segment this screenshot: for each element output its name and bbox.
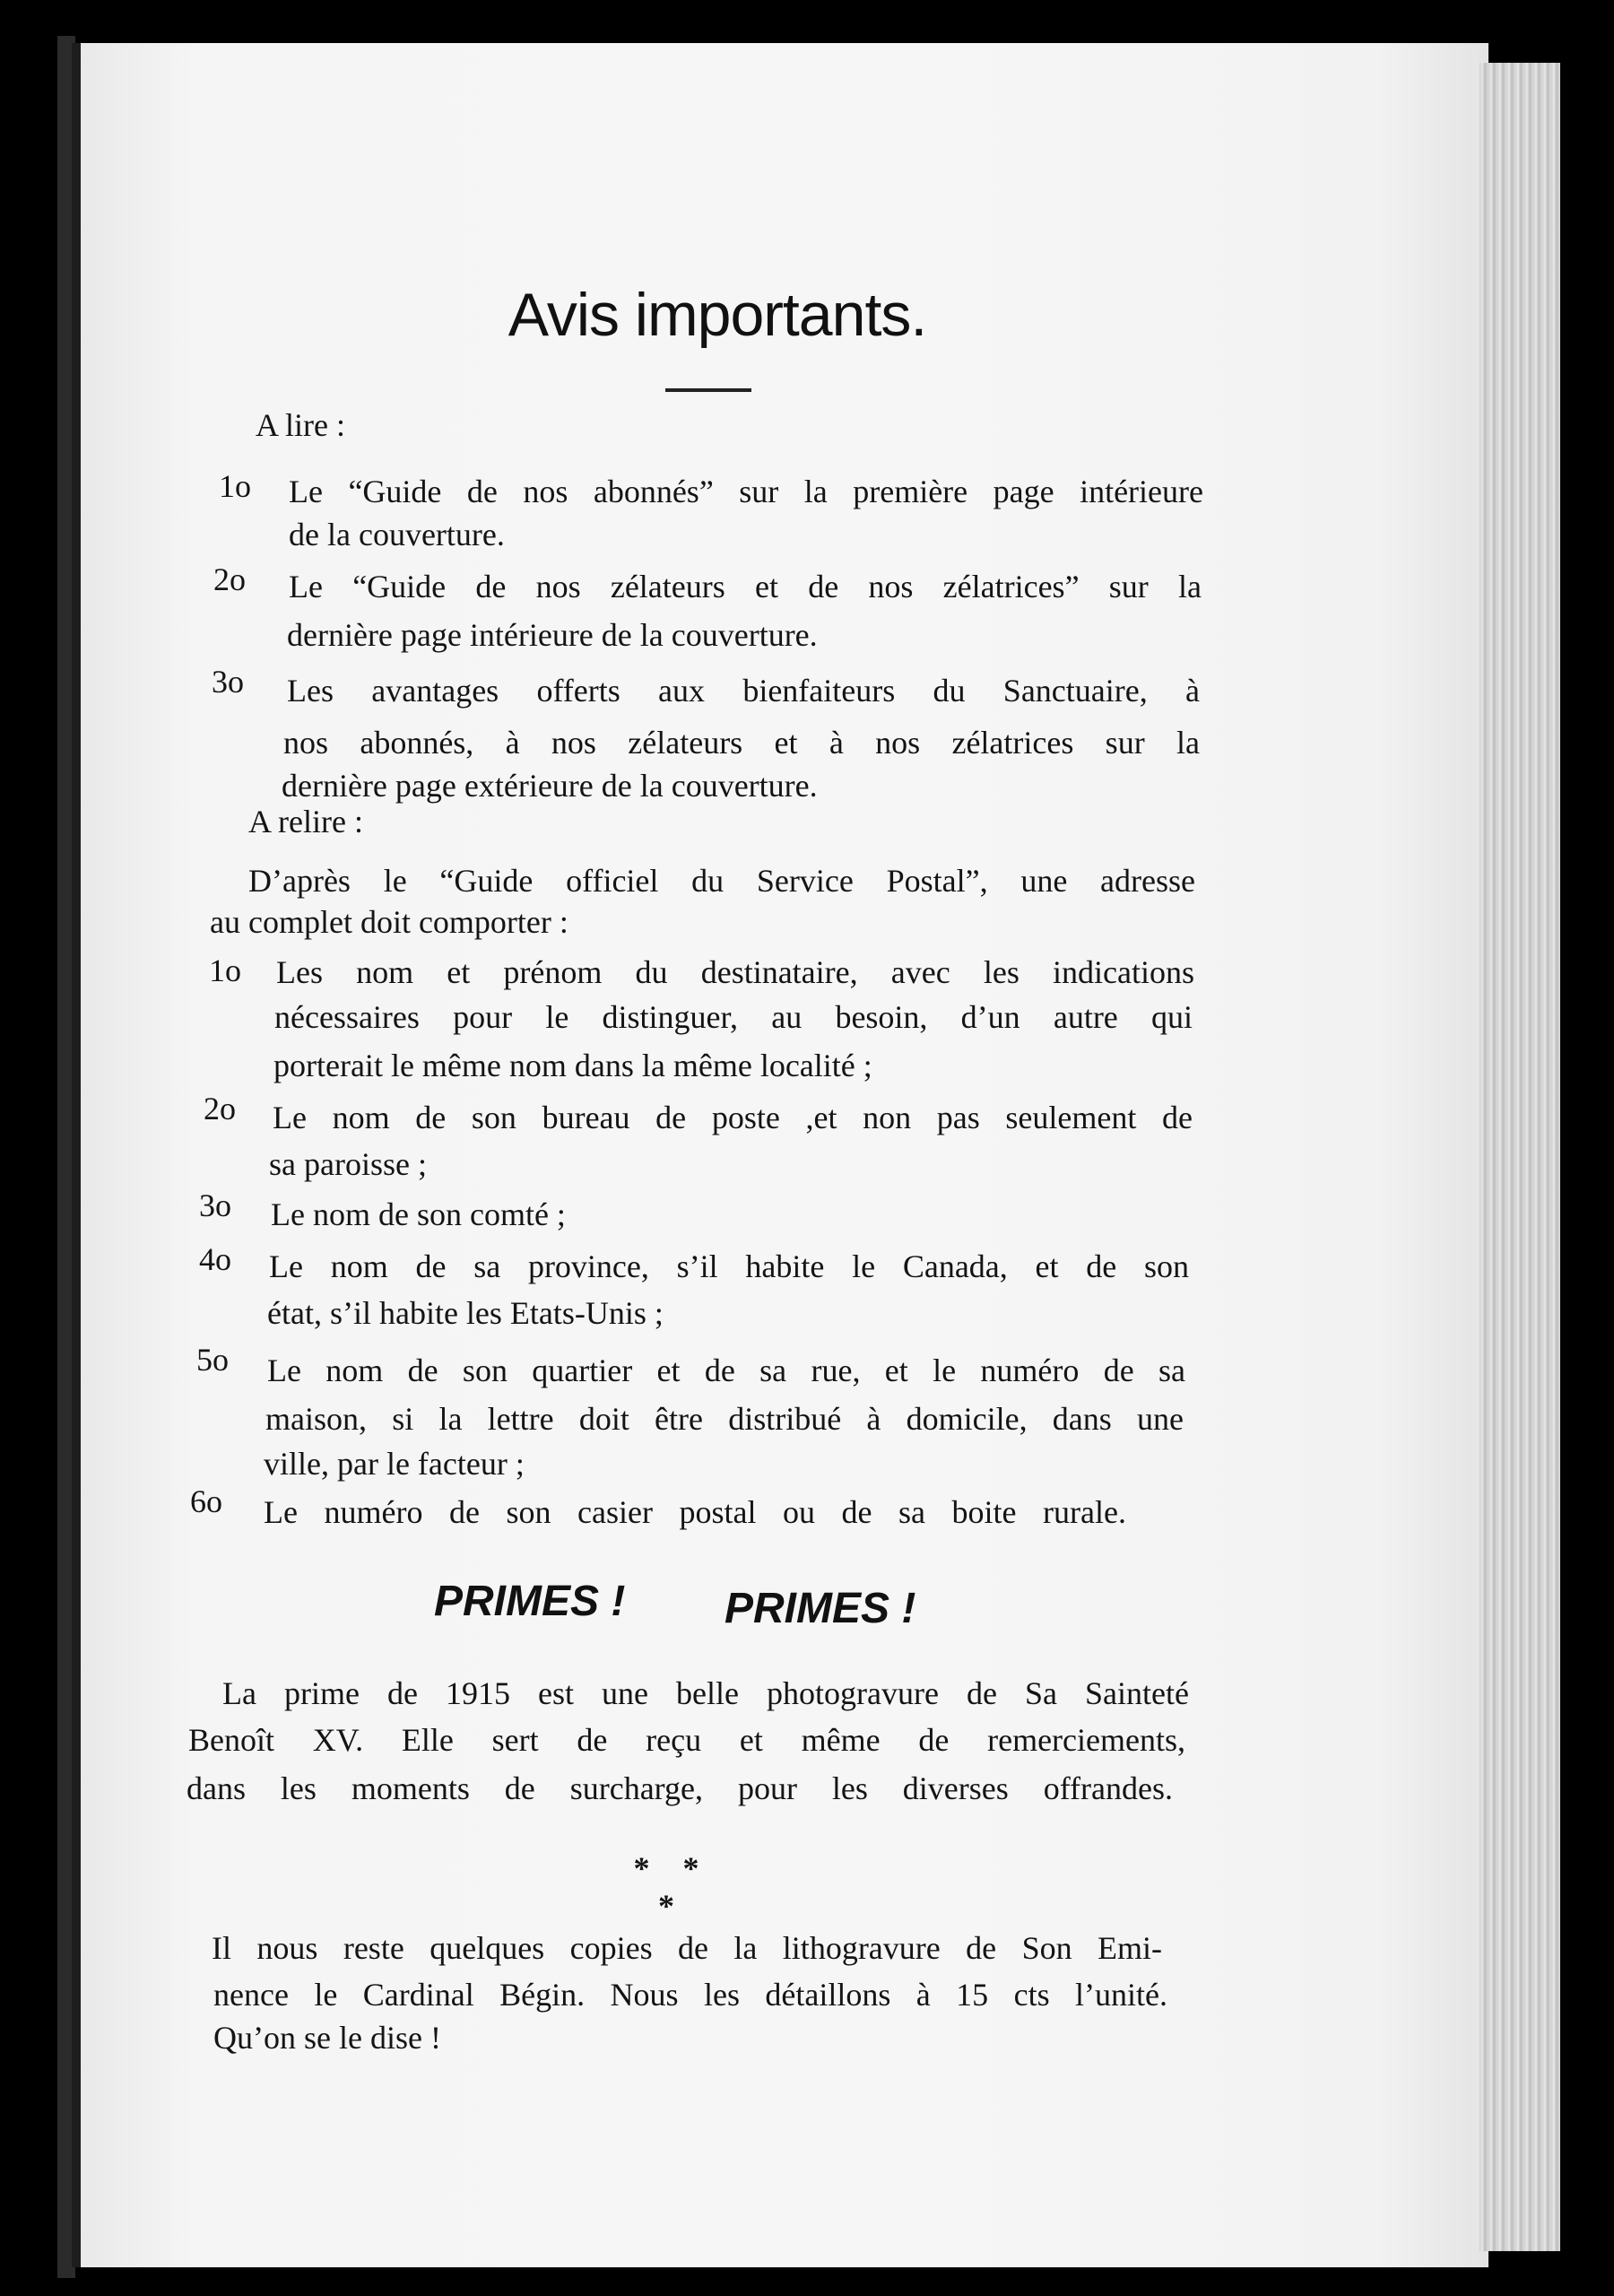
section-separator: * * * <box>633 1850 712 1924</box>
list-item-line: Le numéro de son casier postal ou de sa boite rurale. <box>264 1494 1126 1530</box>
list-number: 2o <box>204 1091 236 1126</box>
list-number: 2o <box>213 561 246 597</box>
primes-paragraph-line: dans les moments de surcharge, pour les diverses offrandes. <box>187 1770 1173 1806</box>
list-item-line: nos abonnés, à nos zélateurs et à nos zélatrices sur la <box>283 725 1200 761</box>
list-item-line: Le nom de son comté ; <box>271 1196 566 1232</box>
list-number: 5o <box>196 1342 229 1378</box>
list-item-line: Le nom de sa province, s’il habite le Canada, et de son <box>269 1248 1189 1284</box>
list-item-line: Les avantages offerts aux bienfaiteurs du Sanctuaire, à <box>287 673 1200 709</box>
list-item-line: Le nom de son bureau de poste ,et non pas seulement de <box>273 1100 1193 1135</box>
list-item-line: Les nom et prénom du destinataire, avec les indications <box>276 954 1194 990</box>
list-item-line: dernière page extérieure de la couverture. <box>282 768 818 804</box>
page-title: Avis importants. <box>508 281 927 349</box>
list-number: 6o <box>190 1483 222 1519</box>
list-number: 1o <box>209 952 241 988</box>
intro-line: D’après le “Guide officiel du Service Postal”, une adresse <box>248 863 1195 899</box>
list-number: 3o <box>199 1187 231 1223</box>
list-item-line: Le “Guide de nos abonnés” sur la première page intérieure <box>289 474 1203 509</box>
list-item-line: maison, si la lettre doit être distribué à domicile, dans une <box>265 1401 1184 1437</box>
intro-line: au complet doit comporter : <box>210 904 568 940</box>
list-item-line: ville, par le facteur ; <box>264 1446 525 1482</box>
title-rule <box>665 388 751 392</box>
list-number: 1o <box>219 468 251 504</box>
closing-paragraph-line: Qu’on se le dise ! <box>213 2020 441 2056</box>
list-item-line: sa paroisse ; <box>269 1146 427 1182</box>
list-item-line: Le “Guide de nos zélateurs et de nos zélatrices” sur la <box>289 569 1202 604</box>
primes-paragraph-line: Benoît XV. Elle sert de reçu et même de remerciements, <box>188 1722 1185 1758</box>
list-item-line: porterait le même nom dans la même localité ; <box>273 1048 872 1083</box>
list-item-line: Le nom de son quartier et de sa rue, et le numéro de sa <box>267 1352 1185 1388</box>
section-label-a-lire: A lire : <box>256 407 345 443</box>
section-label-a-relire: A relire : <box>248 804 363 839</box>
closing-paragraph-line: nence le Cardinal Bégin. Nous les détaillons à 15 cts l’unité. <box>213 1977 1167 2013</box>
list-number: 4o <box>199 1241 231 1277</box>
primes-heading-right: PRIMES ! <box>725 1585 916 1632</box>
primes-heading-left: PRIMES ! <box>434 1578 626 1625</box>
closing-paragraph-line: Il nous reste quelques copies de la lithogravure de Son Emi- <box>212 1930 1162 1966</box>
list-item-line: état, s’il habite les Etats-Unis ; <box>267 1295 664 1331</box>
list-number: 3o <box>212 664 244 700</box>
list-item-line: dernière page intérieure de la couverture. <box>287 617 818 653</box>
primes-paragraph-line: La prime de 1915 est une belle photogravure de Sa Sainteté <box>222 1675 1189 1711</box>
list-item-line: de la couverture. <box>289 517 505 552</box>
list-item-line: nécessaires pour le distinguer, au besoin, d’un autre qui <box>274 999 1193 1035</box>
